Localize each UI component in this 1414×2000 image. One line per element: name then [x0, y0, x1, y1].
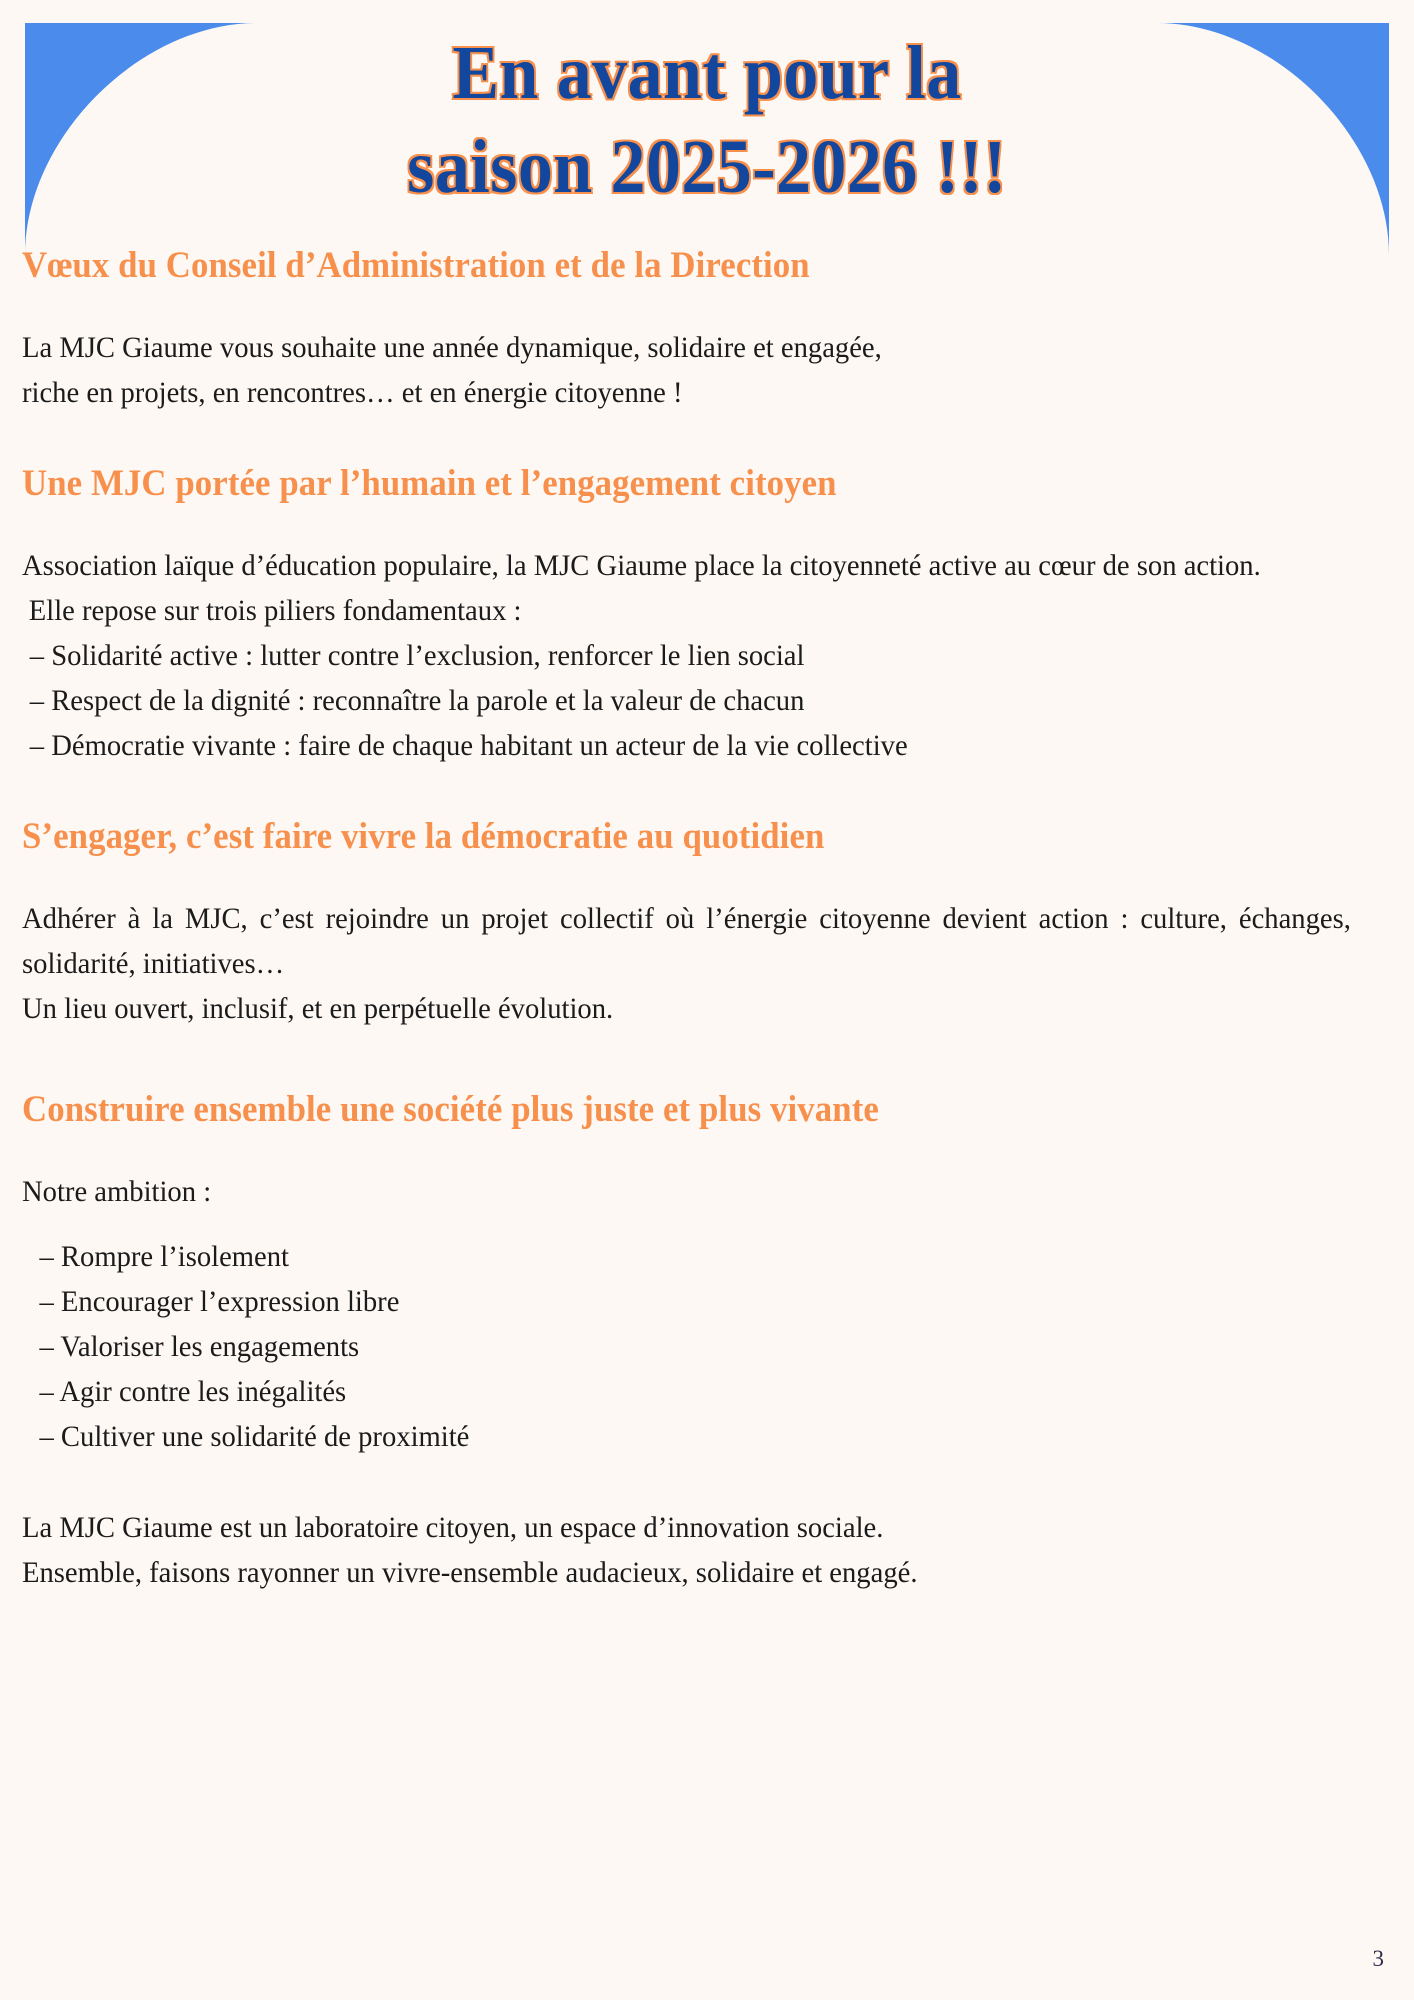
sengager-paragraph: Adhérer à la MJC, c’est rejoindre un projet collectif où l’énergie citoyenne devient action : culture, échanges, solidarité, initiatives… — [22, 903, 1351, 980]
list-item: – Démocratie vivante : faire de chaque habitant un acteur de la vie collective — [29, 730, 908, 762]
list-item: – Solidarité active : lutter contre l’exclusion, renforcer le lien social — [29, 640, 805, 672]
pillars-list — [22, 634, 1392, 769]
page-title — [0, 0, 1414, 214]
spacer — [22, 1136, 1392, 1170]
list-item: – Rompre l’isolement — [39, 1241, 290, 1273]
list-item: – Respect de la dignité : reconnaître la parole et la valeur de chacun — [29, 685, 805, 717]
spacer — [22, 416, 1392, 462]
voeux-paragraph-line-2: riche en projets, en rencontres… et en énergie citoyenne ! — [22, 377, 683, 409]
ambitions-list — [22, 1235, 1392, 1460]
list-item: – Encourager l’expression libre — [39, 1286, 400, 1318]
page-number: 3 — [1372, 1946, 1384, 1971]
spacer — [22, 1215, 1392, 1235]
spacer — [22, 292, 1392, 326]
list-item: – Valoriser les engagements — [39, 1331, 360, 1363]
mjc-humain-paragraph: Association laïque d’éducation populaire, la MJC Giaume place la citoyenneté active au cœur de son action. — [22, 550, 1261, 582]
section-heading-mjc-humain: Une MJC portée par l’humain et l’engagement citoyen — [22, 463, 837, 504]
conclusion-line-2: Ensemble, faisons rayonner un vivre-ensemble audacieux, solidaire et engagé. — [22, 1557, 918, 1589]
voeux-paragraph-line-1: La MJC Giaume vous souhaite une année dynamique, solidaire et engagée, — [22, 332, 882, 364]
ambition-intro: Notre ambition : — [22, 1176, 212, 1208]
pillars-intro: Elle repose sur trois piliers fondamentaux : — [28, 595, 522, 627]
conclusion-line-1: La MJC Giaume est un laboratoire citoyen, un espace d’innovation sociale. — [22, 1512, 884, 1544]
spacer — [22, 1032, 1392, 1088]
list-item: – Agir contre les inégalités — [39, 1376, 347, 1408]
section-heading-sengager: S’engager, c’est faire vivre la démocratie au quotidien — [22, 816, 825, 857]
spacer — [22, 863, 1392, 897]
spacer — [22, 769, 1392, 815]
list-item: – Cultiver une solidarité de proximité — [39, 1421, 470, 1453]
sengager-closing-line: Un lieu ouvert, inclusif, et en perpétuelle évolution. — [22, 993, 614, 1025]
title-line-1: En avant pour la — [452, 31, 962, 115]
spacer — [22, 1460, 1392, 1506]
section-heading-voeux: Vœux du Conseil d’Administration et de la Direction — [22, 245, 810, 286]
spacer — [22, 510, 1392, 544]
document-content — [0, 244, 1414, 1596]
title-line-2: saison 2025-2026 !!! — [407, 125, 1007, 209]
section-heading-construire: Construire ensemble une société plus juste et plus vivante — [22, 1089, 879, 1130]
